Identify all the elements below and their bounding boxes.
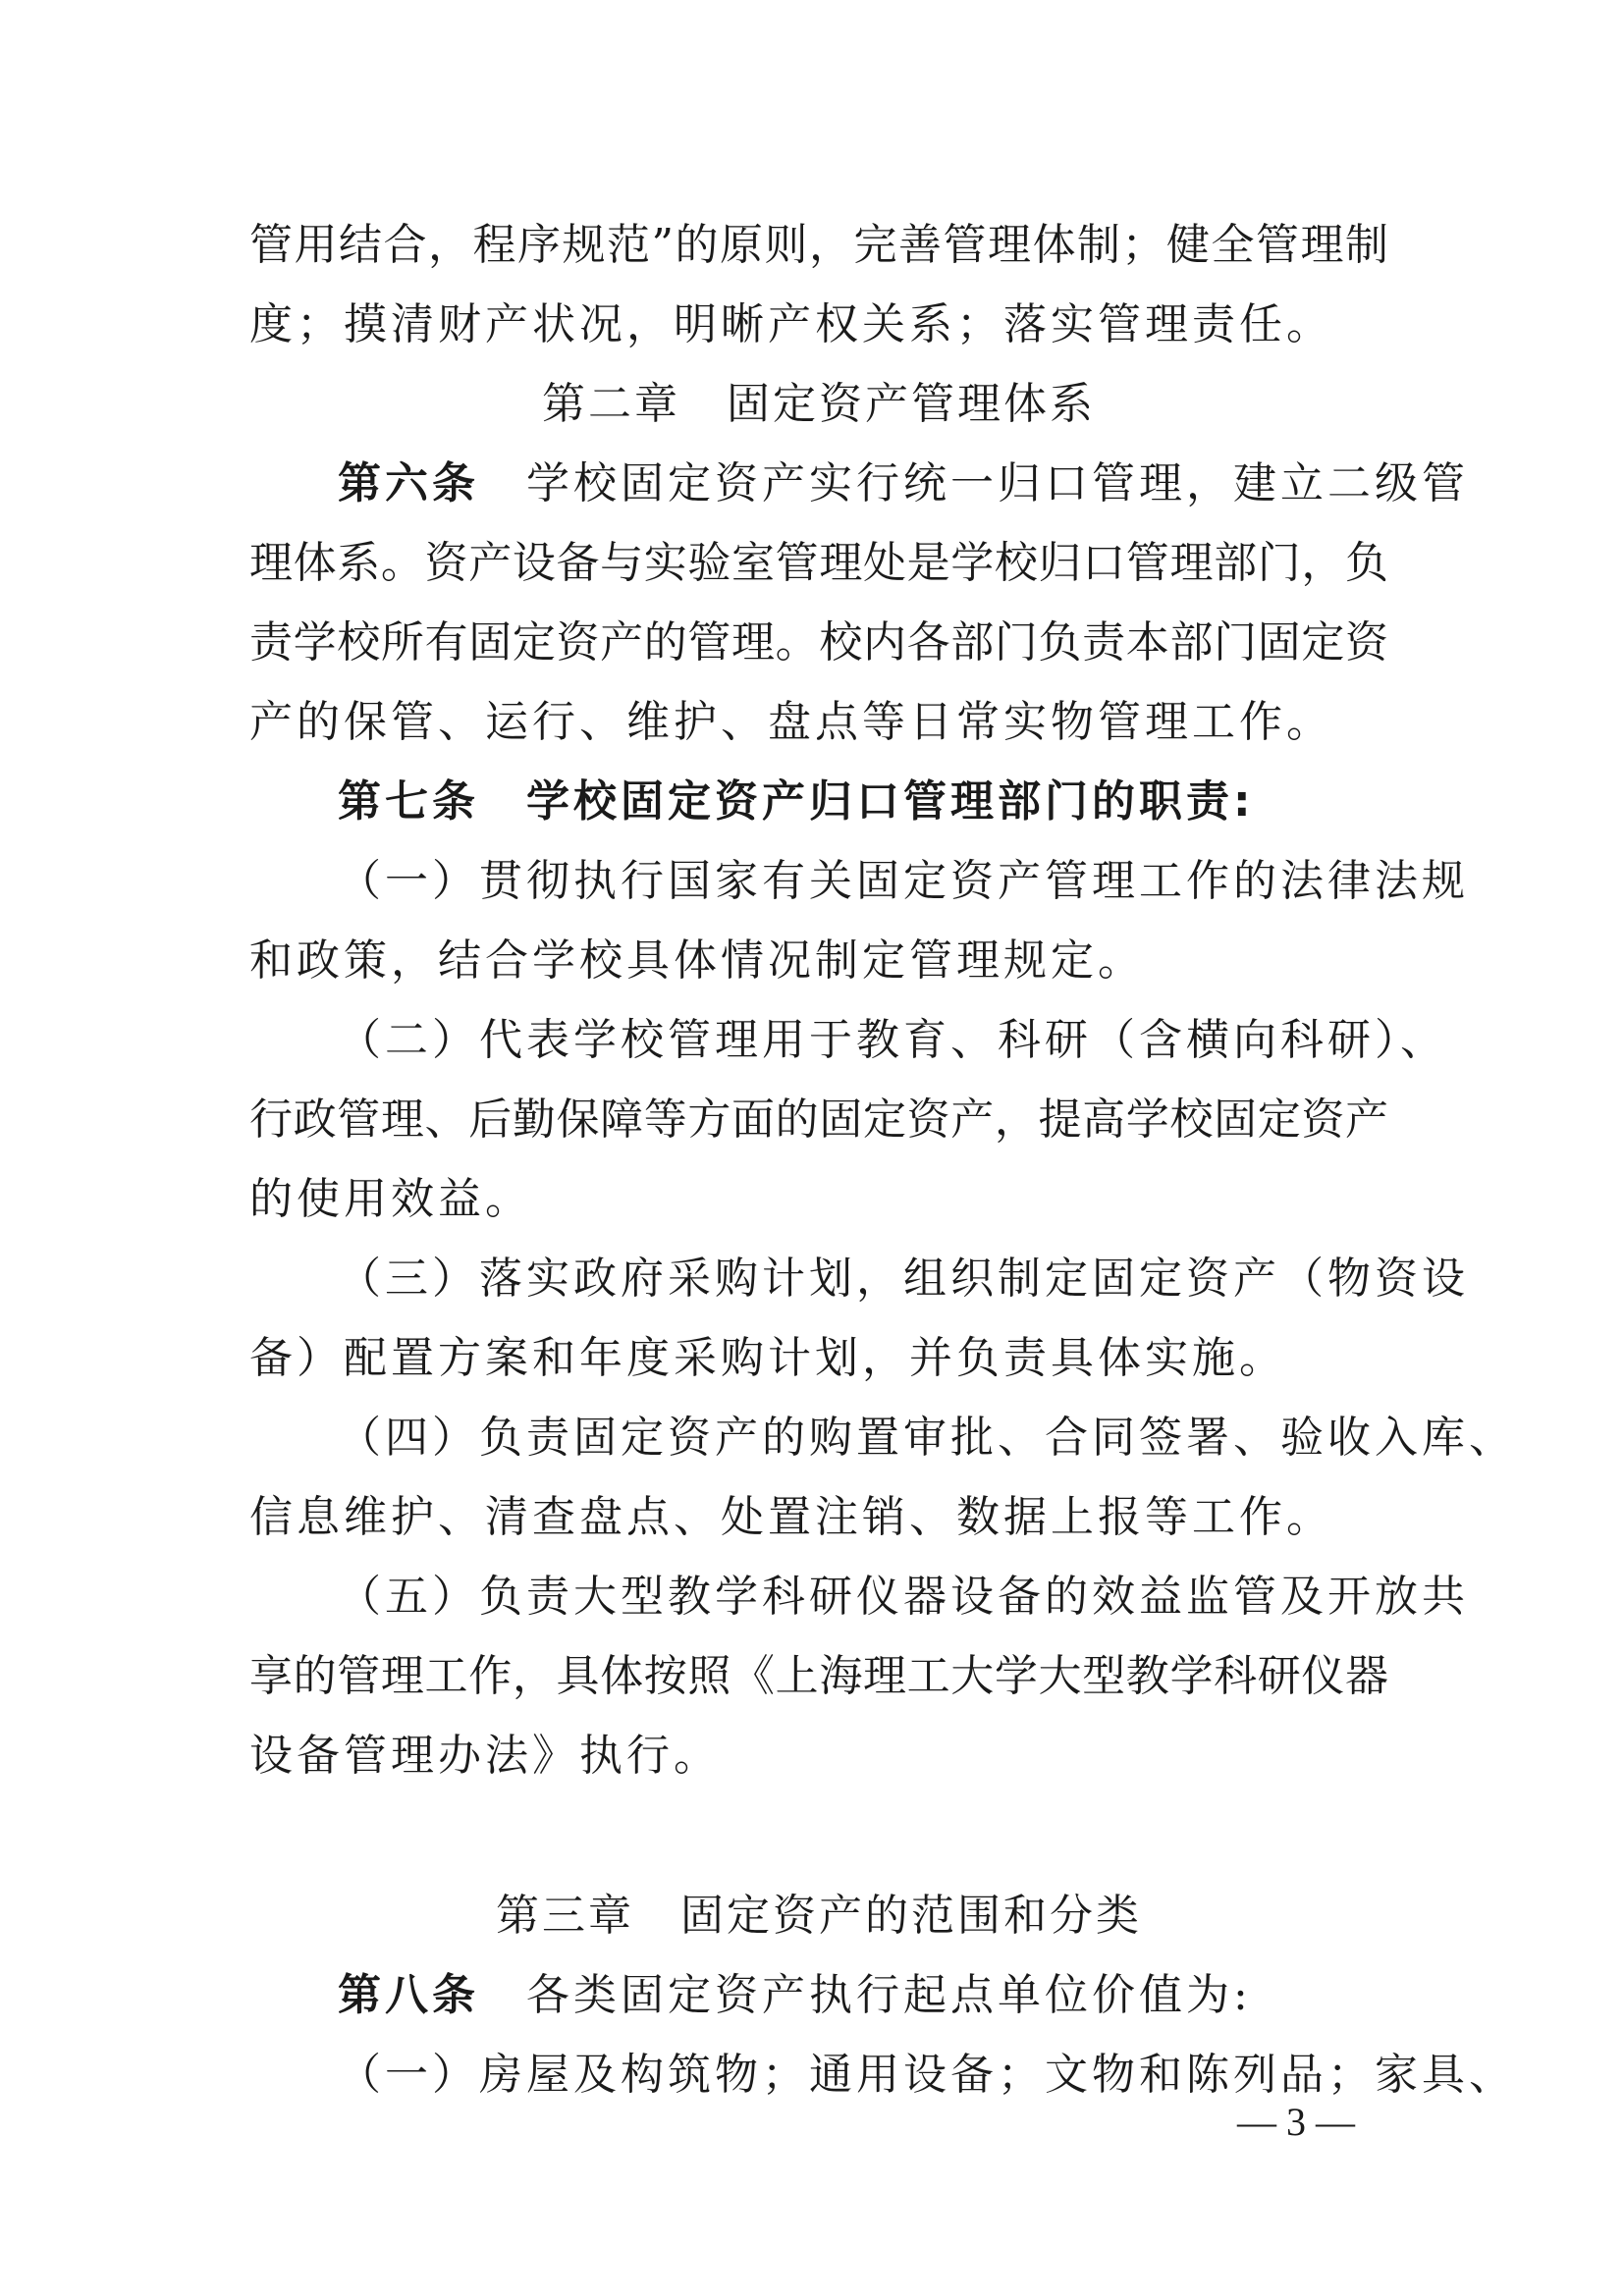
list-item-line: （五）负责大型教学科研仪器设备的效益监管及开放共 <box>338 1572 1469 1622</box>
body-line: 设备管理办法》执行。 <box>249 1731 721 1781</box>
article-label: 第八条 <box>338 1970 479 2020</box>
body-line: 享的管理工作，具体按照《上海理工大学大型教学科研仪器 <box>249 1651 1388 1701</box>
body-line: 的使用效益。 <box>249 1174 532 1224</box>
body-line: 度；摸清财产状况，明晰产权关系；落实管理责任。 <box>249 299 1333 349</box>
article-line <box>249 1956 1388 2035</box>
list-item-line: （三）落实政府采购计划，组织制定固定资产（物资设 <box>338 1254 1469 1304</box>
article-text: 学校固定资产实行统一归口管理，建立二级管 <box>479 458 1469 508</box>
page-number: — 3 — <box>1237 2100 1355 2144</box>
article-label: 第七条 <box>338 776 479 827</box>
list-item-line: （四）负责固定资产的购置审批、合同签署、验收入库、 <box>338 1413 1516 1463</box>
article-heading-text: 学校固定资产归口管理部门的职责: <box>479 776 1255 827</box>
chapter-heading: 第二章 固定资产管理体系 <box>542 379 1096 429</box>
article-label: 第六条 <box>338 458 479 508</box>
list-item-line: （一）贯彻执行国家有关固定资产管理工作的法律法规 <box>338 856 1469 906</box>
body-line: 管用结合，程序规范”的原则，完善管理体制；健全管理制 <box>249 220 1388 270</box>
body-line: 产的保管、运行、维护、盘点等日常实物管理工作。 <box>249 697 1333 747</box>
body-line: 信息维护、清查盘点、处置注销、数据上报等工作。 <box>249 1492 1333 1542</box>
article-line <box>249 763 1388 841</box>
chapter-heading: 第三章 固定资产的范围和分类 <box>496 1891 1142 1941</box>
body-line: 责学校所有固定资产的管理。校内各部门负责本部门固定资 <box>249 617 1388 667</box>
body-line: 备）配置方案和年度采购计划，并负责具体实施。 <box>249 1333 1286 1383</box>
body-line: 行政管理、后勤保障等方面的固定资产，提高学校固定资产 <box>249 1095 1388 1145</box>
body-line: 理体系。资产设备与实验室管理处是学校归口管理部门，负 <box>249 538 1388 588</box>
body-line: 和政策，结合学校具体情况制定管理规定。 <box>249 935 1145 986</box>
list-item-line: （二）代表学校管理用于教育、科研（含横向科研）、 <box>338 1015 1447 1065</box>
list-item-line: （一）房屋及构筑物；通用设备；文物和陈列品；家具、 <box>338 2050 1516 2100</box>
article-text: 各类固定资产执行起点单位价值为: <box>479 1970 1252 2020</box>
article-line <box>249 445 1469 523</box>
